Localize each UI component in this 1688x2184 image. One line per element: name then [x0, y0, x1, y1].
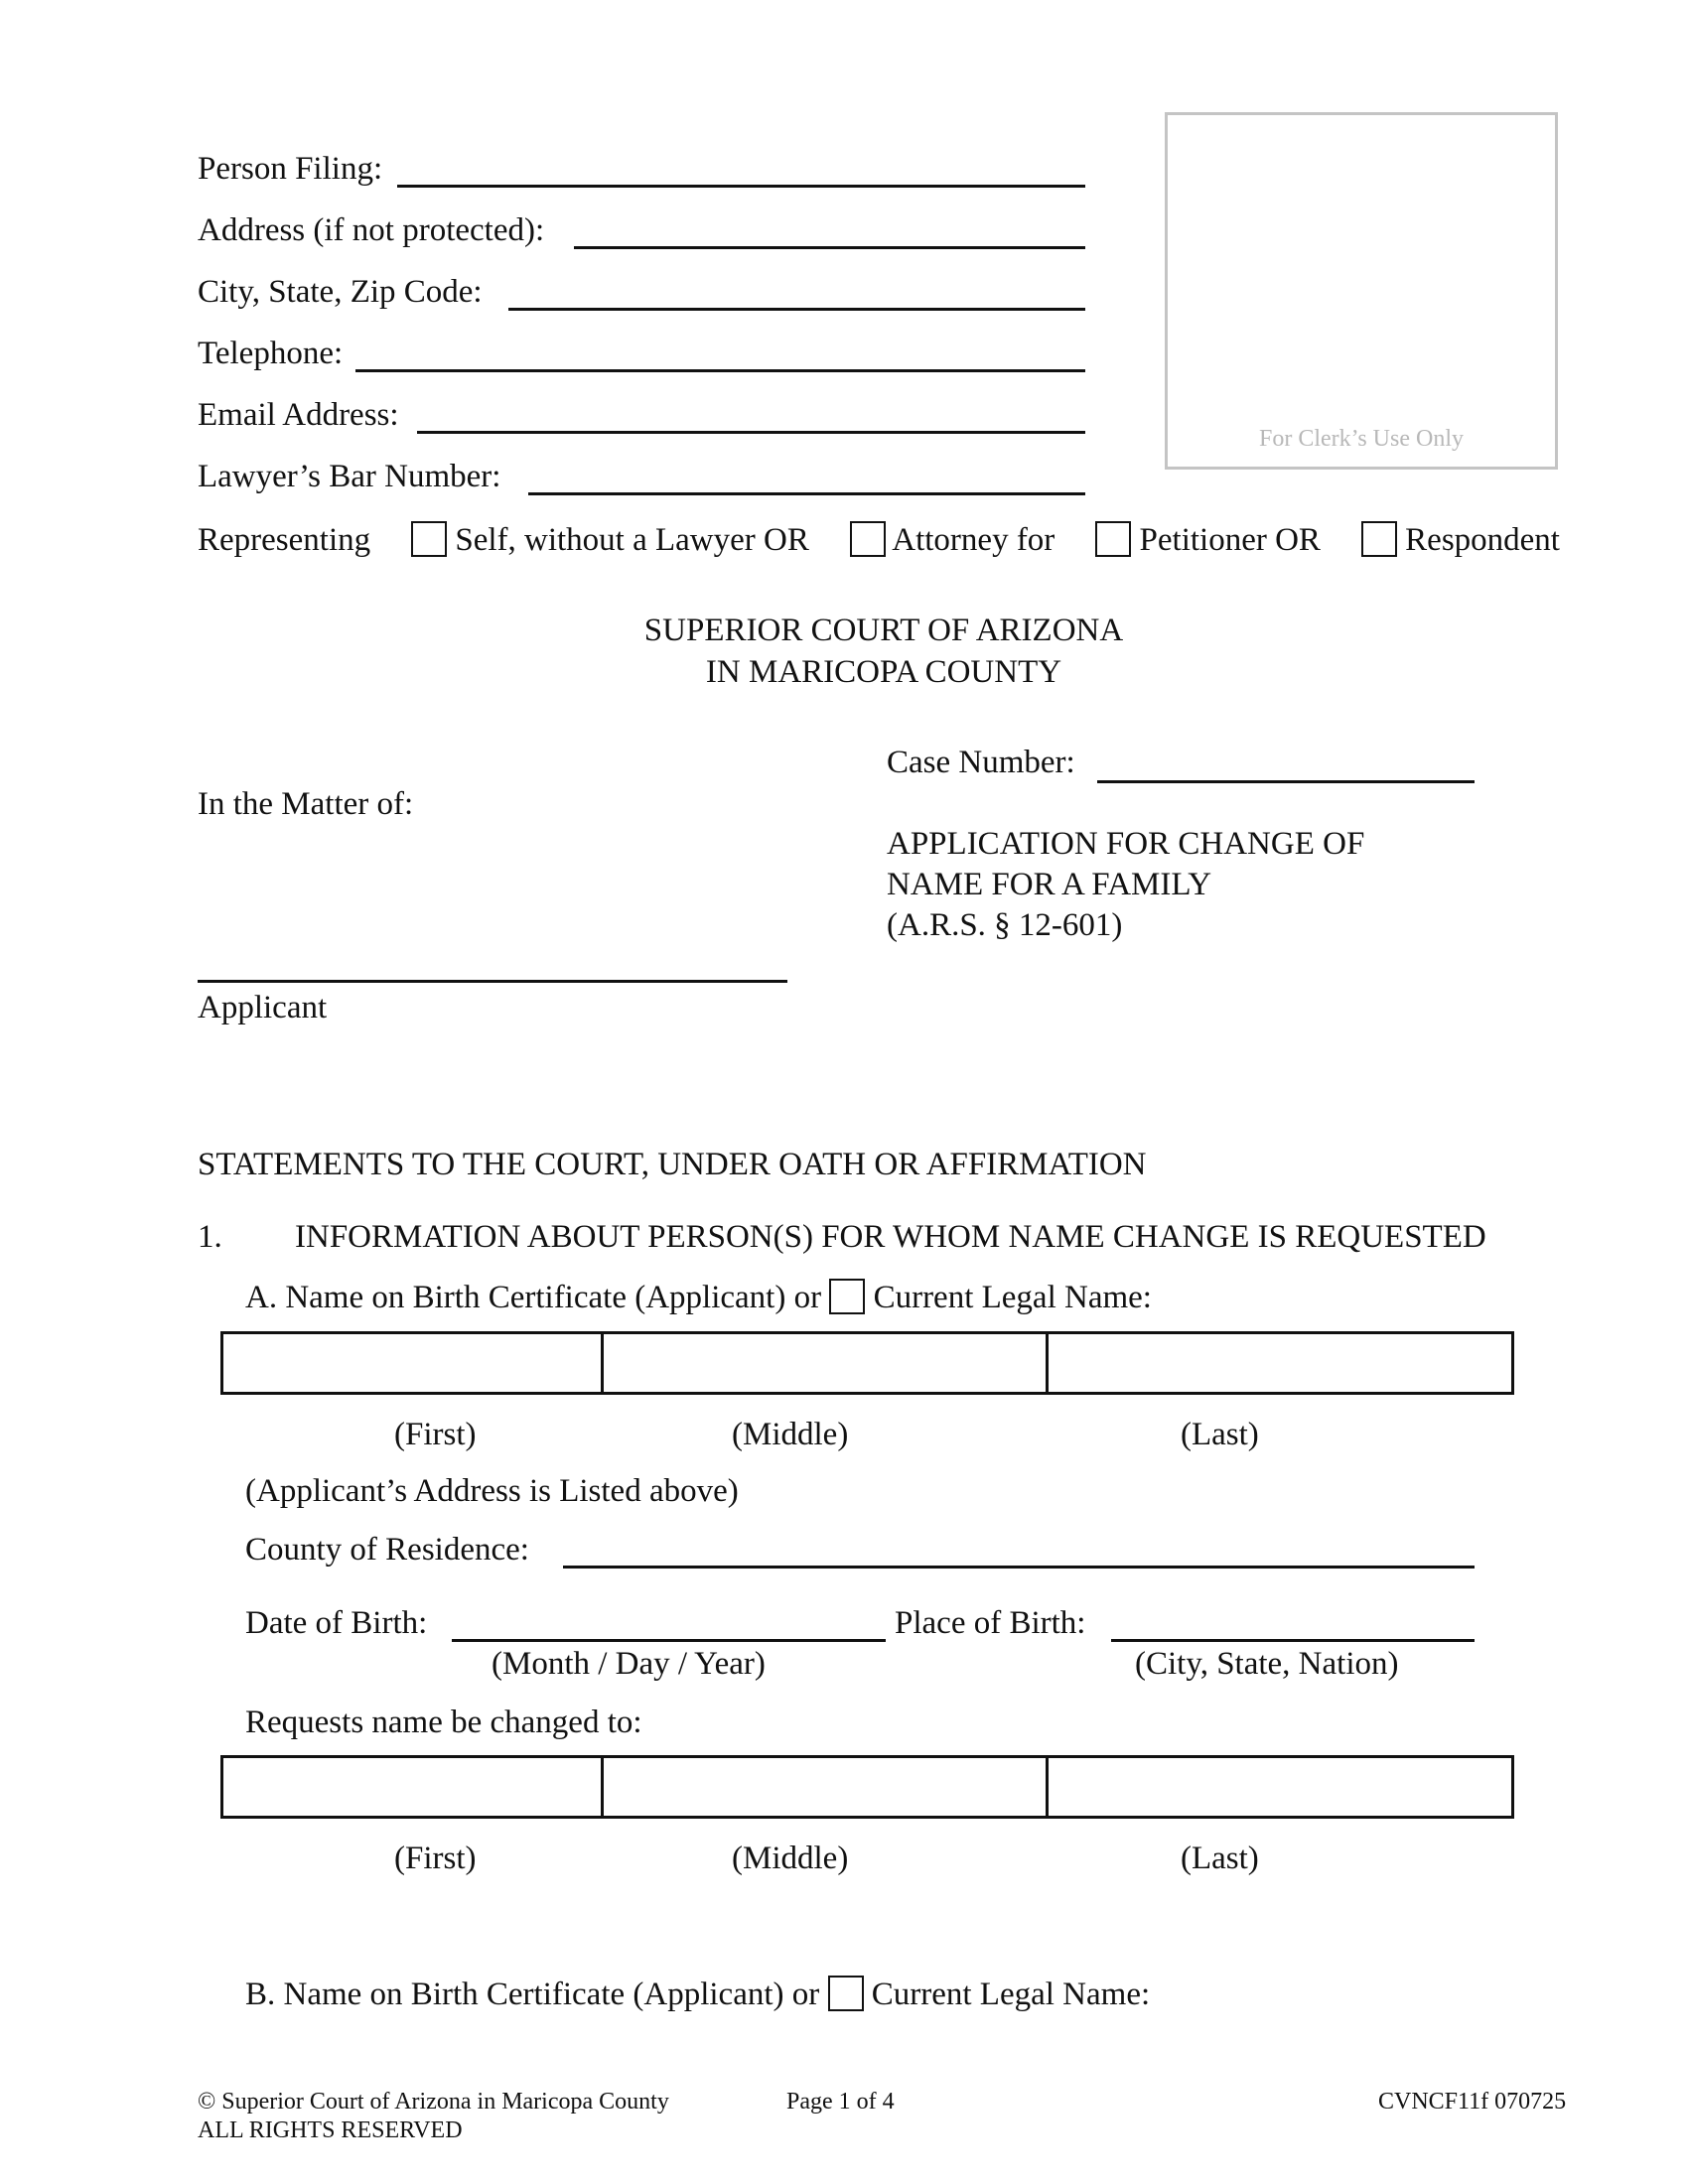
part-b-label-prefix: B. Name on Birth Certificate (Applicant) or: [245, 1977, 820, 2012]
date-of-birth-field[interactable]: [452, 1639, 886, 1642]
date-of-birth-hint: (Month / Day / Year): [492, 1646, 766, 1682]
part-a-legal-name-checkbox[interactable]: [829, 1279, 865, 1314]
in-the-matter-label: In the Matter of:: [198, 786, 414, 822]
document-title-line2: NAME FOR A FAMILY: [887, 867, 1212, 902]
city-state-zip-field[interactable]: [508, 308, 1085, 311]
part-a-last-caption: (Last): [1181, 1417, 1259, 1452]
footer-page-number: Page 1 of 4: [786, 2089, 895, 2115]
clerk-use-label: For Clerk’s Use Only: [1259, 426, 1464, 452]
address-field[interactable]: [574, 246, 1085, 249]
part-a-middle-name-cell[interactable]: [603, 1333, 1048, 1394]
section1-number: 1.: [198, 1219, 222, 1255]
self-label: Self, without a Lawyer OR: [455, 522, 809, 558]
city-state-zip-label: City, State, Zip Code:: [198, 274, 483, 310]
place-of-birth-label: Place of Birth:: [895, 1605, 1086, 1641]
part-a-last-name-cell[interactable]: [1048, 1333, 1513, 1394]
footer-rights: ALL RIGHTS RESERVED: [198, 2117, 463, 2143]
court-name-line2: IN MARICOPA COUNTY: [705, 654, 1062, 690]
address-label: Address (if not protected):: [198, 212, 545, 248]
section1-title: INFORMATION ABOUT PERSON(S) FOR WHOM NAME CHANGE IS REQUESTED: [295, 1219, 1486, 1255]
document-title-statute: (A.R.S. § 12-601): [887, 907, 1123, 943]
representing-label: Representing: [198, 521, 371, 558]
part-b-label-suffix: Current Legal Name:: [871, 1977, 1151, 2012]
court-name-line1: SUPERIOR COURT OF ARIZONA: [643, 613, 1124, 648]
case-number-field[interactable]: [1097, 780, 1475, 783]
applicant-name-field[interactable]: [198, 980, 787, 983]
part-a-first-name-cell[interactable]: [222, 1333, 603, 1394]
applicant-label: Applicant: [198, 990, 328, 1025]
place-of-birth-field[interactable]: [1111, 1639, 1475, 1642]
applicant-address-note: (Applicant’s Address is Listed above): [245, 1473, 739, 1509]
person-filing-field[interactable]: [397, 185, 1085, 188]
petitioner-checkbox[interactable]: [1095, 521, 1131, 557]
clerk-use-box: [1165, 112, 1558, 470]
bar-number-field[interactable]: [528, 492, 1085, 495]
part-a-label-suffix: Current Legal Name:: [873, 1280, 1152, 1315]
representing-row: [198, 521, 1560, 559]
bar-number-label: Lawyer’s Bar Number:: [198, 459, 501, 494]
email-field[interactable]: [417, 431, 1085, 434]
statements-heading: STATEMENTS TO THE COURT, UNDER OATH OR AFFIRMATION: [198, 1147, 1147, 1182]
requested-first-caption: (First): [394, 1841, 477, 1876]
requested-middle-caption: (Middle): [732, 1841, 849, 1876]
person-filing-label: Person Filing:: [198, 151, 383, 187]
part-a-label-prefix: A. Name on Birth Certificate (Applicant) or: [245, 1280, 822, 1315]
requested-last-caption: (Last): [1181, 1841, 1259, 1876]
requested-first-name-cell[interactable]: [222, 1757, 603, 1818]
part-a-requested-name-table: [220, 1755, 1514, 1819]
part-a-middle-caption: (Middle): [732, 1417, 849, 1452]
requested-middle-name-cell[interactable]: [603, 1757, 1048, 1818]
part-b-legal-name-checkbox[interactable]: [828, 1976, 864, 2011]
county-of-residence-field[interactable]: [563, 1566, 1475, 1569]
requested-last-name-cell[interactable]: [1048, 1757, 1513, 1818]
footer-form-code: CVNCF11f 070725: [1378, 2089, 1567, 2115]
attorney-checkbox[interactable]: [850, 521, 886, 557]
telephone-field[interactable]: [355, 369, 1085, 372]
attorney-label: Attorney for: [892, 522, 1055, 558]
part-a-current-name-table: [220, 1331, 1514, 1395]
part-a-label: [245, 1279, 1152, 1316]
date-of-birth-label: Date of Birth:: [245, 1605, 428, 1641]
place-of-birth-hint: (City, State, Nation): [1135, 1646, 1399, 1682]
county-of-residence-label: County of Residence:: [245, 1532, 529, 1568]
email-label: Email Address:: [198, 397, 399, 433]
requested-name-label: Requests name be changed to:: [245, 1705, 642, 1740]
petitioner-label: Petitioner OR: [1139, 522, 1321, 558]
self-checkbox[interactable]: [411, 521, 447, 557]
footer-copyright: © Superior Court of Arizona in Maricopa County: [198, 2089, 669, 2115]
document-title-line1: APPLICATION FOR CHANGE OF: [887, 826, 1365, 862]
part-b-label: [245, 1976, 1150, 2013]
respondent-checkbox[interactable]: [1361, 521, 1397, 557]
respondent-label: Respondent: [1405, 522, 1560, 558]
case-number-label: Case Number:: [887, 745, 1075, 780]
part-a-first-caption: (First): [394, 1417, 477, 1452]
telephone-label: Telephone:: [198, 336, 344, 371]
